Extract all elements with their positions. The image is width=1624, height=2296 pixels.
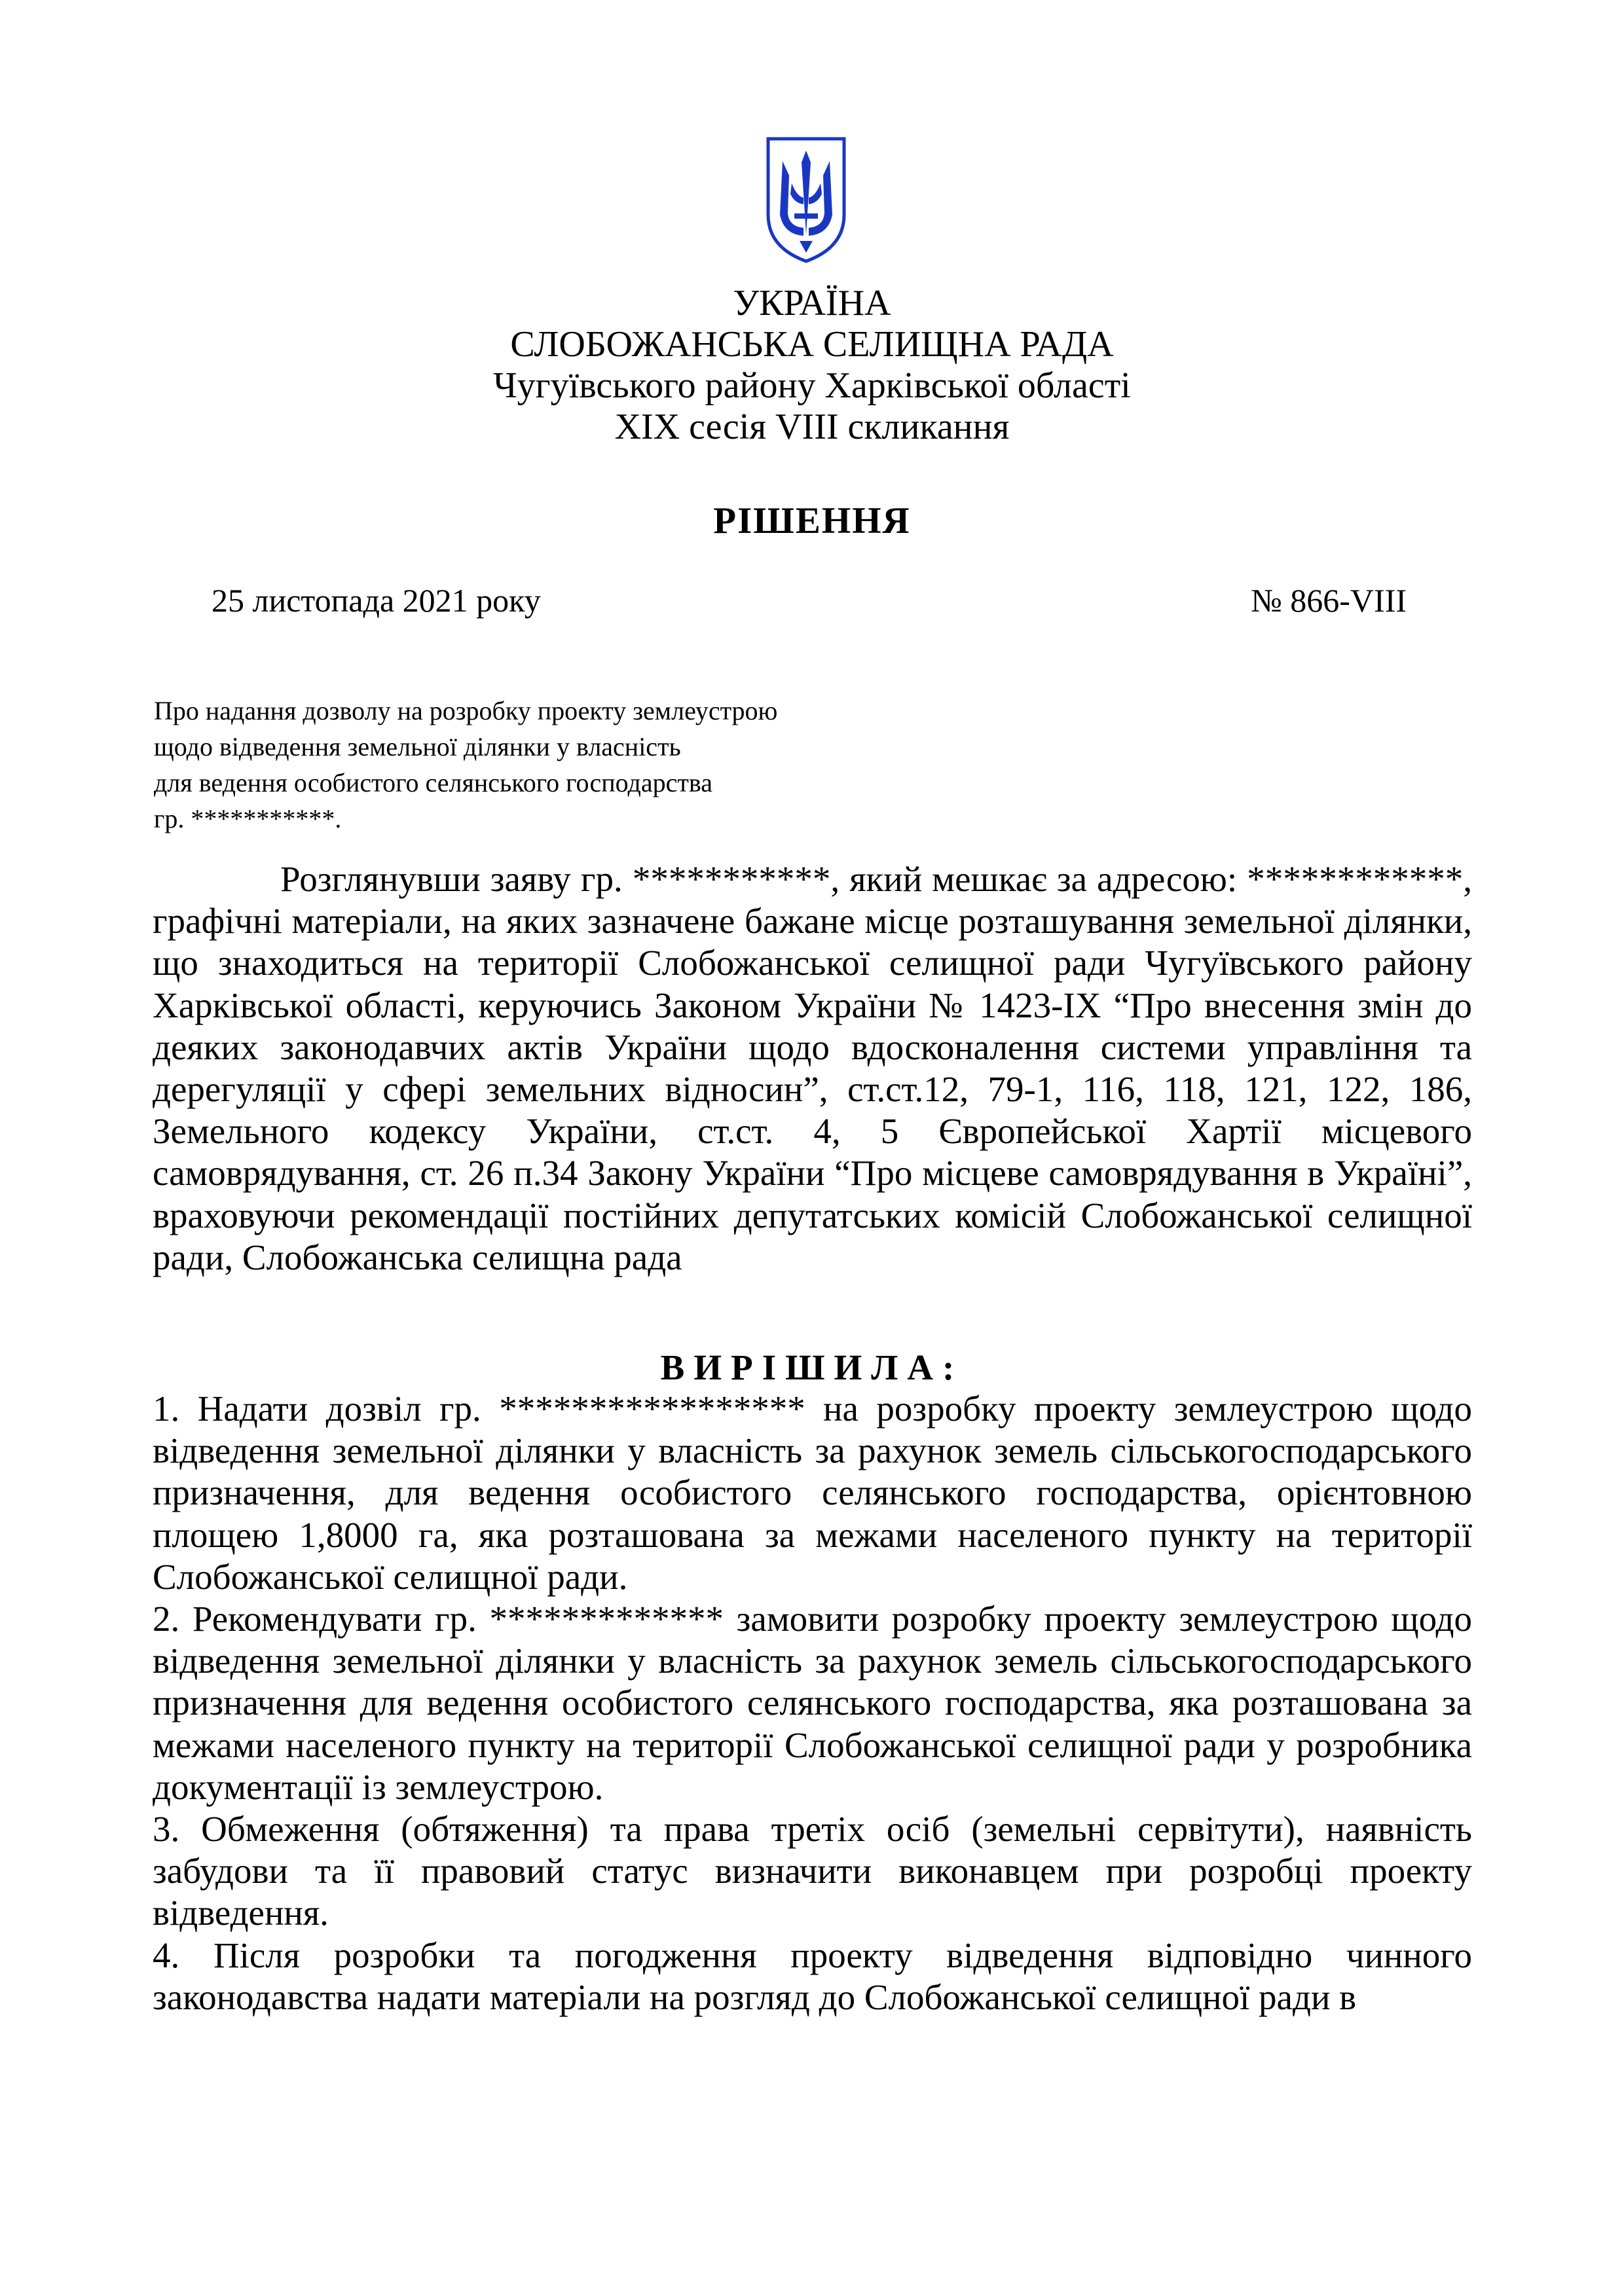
preamble-block xyxy=(153,858,1472,1279)
subject-line: щодо відведення земельної ділянки у власність xyxy=(154,732,681,761)
header-country: УКРАЇНА xyxy=(733,283,891,323)
resolution-items xyxy=(153,1388,1472,2018)
resolution-item-3: 3. Обмеження (обтяження) та права третіх осіб (земельні сервітути), наявність забудови та її правовий статус визначити виконавцем при розробці проекту відведення. xyxy=(153,1809,1472,1933)
resolution-item-4: 4. Після розробки та погодження проекту відведення відповідно чинного законодавства надати матеріали на розгляд до Слобожанської селищної ради в xyxy=(153,1935,1472,2017)
decision-date: 25 листопада 2021 року xyxy=(212,582,541,619)
header-council: СЛОБОЖАНСЬКА СЕЛИЩНА РАДА xyxy=(510,324,1114,365)
subject-line: Про надання дозволу на розробку проекту землеустрою xyxy=(154,696,778,725)
resolved-heading: ВИРІШИЛА: xyxy=(660,1347,964,1387)
resolution-item-2: 2. Рекомендувати гр. ************* замовити розробку проекту землеустрою щодо відведення земельної ділянки у власність за рахунок земель сільськогосподарського призначення для ведення особистого селянського господарства, яка розташована за межами населеного пункту на території Слобожанської селищної ради у розробника документації із землеустрою. xyxy=(153,1599,1472,1807)
subject-block xyxy=(154,693,777,837)
document-header xyxy=(0,283,1624,448)
header-session: XIX сесія VIII скликання xyxy=(614,407,1010,447)
coat-of-arms-icon xyxy=(766,136,847,264)
decision-number: № 866-VIII xyxy=(1251,582,1407,619)
header-district: Чугуївського району Харківської області xyxy=(493,365,1131,406)
resolution-item-1: 1. Надати дозвіл гр. ***************** на розробку проекту землеустрою щодо відведення земельної ділянки у власність за рахунок земель сільськогосподарського призначення, для ведення особистого селянського господарства, орієнтовною площею 1,8000 га, яка розташована за межами населеного пункту на території Слобожанської селищної ради. xyxy=(153,1389,1472,1597)
document-title: РІШЕННЯ xyxy=(713,500,911,541)
subject-line: для ведення особистого селянського господарства xyxy=(154,768,712,797)
subject-line: гр. ***********. xyxy=(154,804,342,833)
preamble-paragraph: Розглянувши заяву гр. ***********, який мешкає за адресою: ************, графічні матеріали, на яких зазначене бажане місце розташування земельної ділянки, що знаходиться на території Слобожанської селищної ради Чугуївського району Харківської області, керуючись Законом України № 1423-IX “Про внесення змін до деяких законодавчих актів України щодо вдосконалення системи управління та дерегуляції у сфері земельних відносин”, ст.ст.12, 79-1, 116, 118, 121, 122, 186, Земельного кодексу України, ст.ст. 4, 5 Європейської Хартії місцевого самоврядування, ст. 26 п.34 Закону України “Про місцеве самоврядування в Україні”, враховуючи рекомендації постійних депутатських комісій Слобожанської селищної ради, Слобожанська селищна рада xyxy=(153,859,1472,1277)
